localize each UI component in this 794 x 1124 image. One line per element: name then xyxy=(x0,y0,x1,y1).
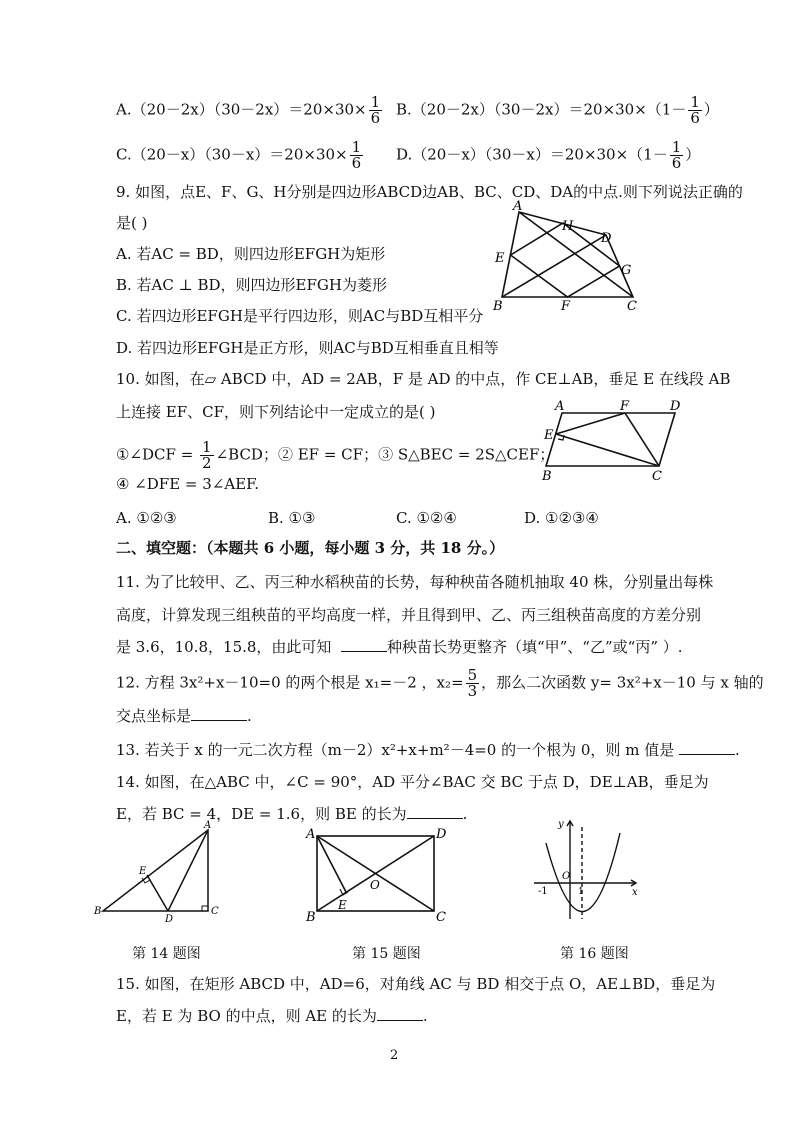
q9-stem-line2: 是( ) xyxy=(116,214,148,232)
fig14-label-a: A xyxy=(204,820,212,831)
q9-label-g: G xyxy=(621,263,632,278)
q9-figure xyxy=(488,200,648,315)
figure-14-caption: 第 14 题图 xyxy=(132,946,201,962)
fig14-label-d: D xyxy=(165,914,174,922)
figure-16-caption: 第 16 题图 xyxy=(560,946,629,962)
q12-line1: 12. 方程 3x²+x－10=0 的两个根是 x₁=－2 ，x₂= $\frac{5}{3}$ ，那么二次函数 y= 3x²+x－10 与 x 轴的 xyxy=(116,666,764,700)
q10-stem-line2: 上连接 EF、CF，则下列结论中一定成立的是( ) xyxy=(116,403,436,421)
q11-answer-blank[interactable] xyxy=(341,637,387,652)
q10-option-d: D. ①②③④ xyxy=(524,509,599,527)
fig16-label-x: x xyxy=(632,887,638,898)
q9-stem-line1: 9. 如图，点E、F、G、H分别是四边形ABCD边AB、BC、CD、DA的中点.则下列说法正确的 xyxy=(116,183,743,201)
q9-label-h: H xyxy=(562,219,574,234)
q10-conclusion-4: ④ ∠DFE = 3∠AEF. xyxy=(116,475,260,493)
fig14-label-b: B xyxy=(94,906,102,917)
q10-option-c: C. ①②④ xyxy=(396,509,457,527)
fig14-label-e: E xyxy=(139,866,147,877)
fig16-label-one: 1 xyxy=(578,887,584,897)
q9-option-b: B. 若AC ⊥ BD，则四边形EFGH为菱形 xyxy=(116,276,387,294)
fig16-label-minus-one: -1 xyxy=(538,886,548,897)
fig16-label-y: y xyxy=(558,819,564,830)
q8-option-b: B.（20－2x）（30－2x）＝20×30×（1－ $\frac{1}{6}$ ） xyxy=(396,93,719,127)
q9-option-d: D. 若四边形EFGH是正方形，则AC与BD互相垂直且相等 xyxy=(116,339,499,357)
q10-label-b: B xyxy=(542,469,552,484)
q15-answer-blank[interactable] xyxy=(377,1006,423,1021)
q9-label-d: D xyxy=(601,231,612,246)
q14-line1: 14. 如图，在△ABC 中，∠C = 90°，AD 平分∠BAC 交 BC 于点 D，DE⊥AB，垂足为 xyxy=(116,773,709,791)
fig15-label-a: A xyxy=(306,827,316,842)
q15-line1: 15. 如图，在矩形 ABCD 中，AD=6，对角线 AC 与 BD 相交于点 O，AE⊥BD，垂足为 xyxy=(116,975,716,993)
q9-label-e: E xyxy=(495,251,505,266)
q13-answer-blank[interactable] xyxy=(679,740,735,755)
q14-line2: E，若 BC = 4，DE = 1.6，则 BE 的长为 . xyxy=(116,805,468,823)
q10-label-e: E xyxy=(544,428,554,443)
q10-label-a: A xyxy=(555,399,565,414)
figure-15-caption: 第 15 题图 xyxy=(352,946,421,962)
q13-line: 13. 若关于 x 的一元二次方程（m－2）x²+x+m²－4=0 的一个根为 0，则 m 值是 . xyxy=(116,741,740,759)
q10-option-a: A. ①②③ xyxy=(116,509,177,527)
section2-heading: 二、填空题：（本题共 6 小题，每小题 3 分，共 18 分。） xyxy=(116,539,505,557)
q8-option-d: D.（20－x）（30－x）＝20×30×（1－ $\frac{1}{6}$ ） xyxy=(396,138,701,172)
fig15-label-c: C xyxy=(436,910,446,925)
q10-figure xyxy=(538,396,688,484)
figure-16 xyxy=(528,815,648,925)
q12-answer-blank[interactable] xyxy=(191,706,247,721)
figure-14 xyxy=(90,818,230,922)
q11-line3: 是 3.6，10.8，15.8，由此可知 种秧苗长势更整齐（填“甲”、“乙”或“丙” ）. xyxy=(116,638,683,656)
q10-label-c: C xyxy=(652,469,662,484)
q10-stem-line1: 10. 如图，在▱ ABCD 中，AD = 2AB，F 是 AD 的中点，作 CE⊥AB，垂足 E 在线段 AB xyxy=(116,370,731,388)
q9-label-f: F xyxy=(561,299,571,314)
q9-label-c: C xyxy=(627,299,637,314)
q9-label-a: A xyxy=(513,200,523,214)
page-number: 2 xyxy=(390,1048,399,1063)
q15-line2: E，若 E 为 BO 的中点，则 AE 的长为 . xyxy=(116,1007,428,1025)
q12-line2: 交点坐标是 . xyxy=(116,707,252,725)
q11-line1: 11. 为了比较甲、乙、丙三种水稻秧苗的长势，每种秧苗各随机抽取 40 株，分别量出每株 xyxy=(116,573,714,591)
q14-answer-blank[interactable] xyxy=(407,804,463,819)
q9-option-c: C. 若四边形EFGH是平行四边形，则AC与BD互相平分 xyxy=(116,307,484,325)
q10-label-d: D xyxy=(670,399,681,414)
q11-line2: 高度，计算发现三组秧苗的平均高度一样，并且得到甲、乙、丙三组秧苗高度的方差分别 xyxy=(116,606,702,624)
figure-15 xyxy=(300,822,450,926)
fig16-label-origin: O xyxy=(562,871,571,882)
q10-option-b: B. ①③ xyxy=(268,509,316,527)
q9-label-b: B xyxy=(493,299,503,314)
q8-option-c: C.（20－x）（30－x）＝20×30× $\frac{1}{6}$ xyxy=(116,138,362,172)
q8-option-a: A.（20－2x）（30－2x）＝20×30× $\frac{1}{6}$ xyxy=(116,93,381,127)
q9-option-a: A. 若AC = BD，则四边形EFGH为矩形 xyxy=(116,245,386,263)
fig15-label-o: O xyxy=(370,878,380,892)
q10-label-f: F xyxy=(620,399,630,414)
fig15-label-b: B xyxy=(306,910,316,925)
fig14-label-c: C xyxy=(211,906,219,917)
fig15-label-e: E xyxy=(338,898,347,912)
fig15-label-d: D xyxy=(436,827,447,842)
q10-conclusions-line1: ①∠DCF = $\frac{1}{2}$ ∠BCD；② EF = CF；③ S△BEC = 2S△CEF； xyxy=(116,438,555,472)
